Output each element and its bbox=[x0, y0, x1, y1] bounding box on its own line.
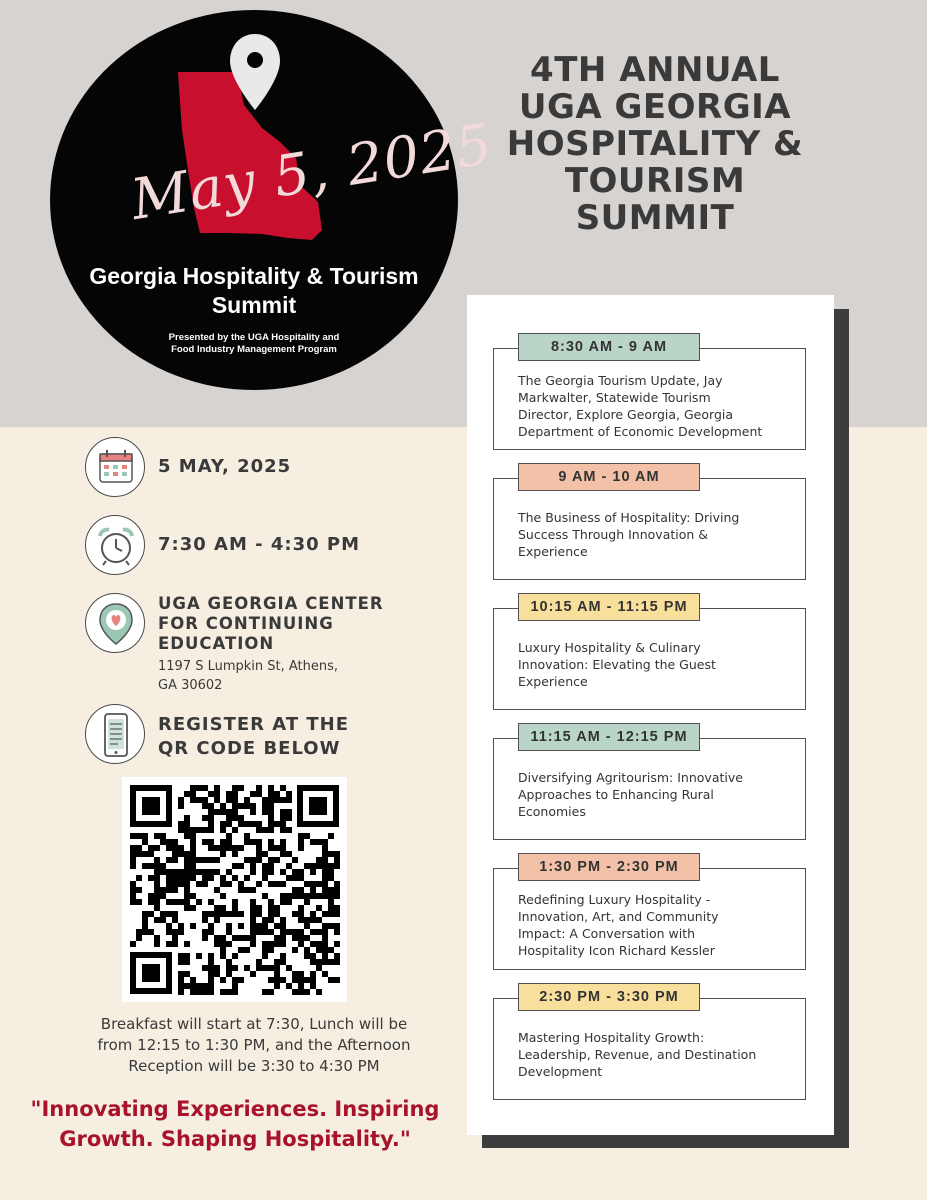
alarm-clock-icon bbox=[85, 515, 145, 575]
schedule-item-time: 10:15 AM - 11:15 PM bbox=[518, 593, 700, 621]
calendar-icon bbox=[85, 437, 145, 497]
page-title: 4TH ANNUAL UGA GEORGIA HOSPITALITY & TOURISM SUMMIT bbox=[506, 50, 804, 238]
schedule-item-description: The Business of Hospitality: Driving Success Through Innovation & Experience bbox=[518, 510, 740, 559]
event-time: 7:30 AM - 4:30 PM bbox=[158, 534, 361, 555]
location-heart-icon bbox=[85, 593, 145, 653]
smartphone-icon bbox=[85, 704, 145, 764]
logo-title: Georgia Hospitality & Tourism Summit bbox=[89, 263, 419, 318]
logo-date: May 5, 2025 bbox=[126, 111, 498, 234]
venue-name: UGA GEORGIA CENTER FOR CONTINUING EDUCATION bbox=[158, 594, 384, 653]
schedule-item-time: 2:30 PM - 3:30 PM bbox=[518, 983, 700, 1011]
registration-qr-code[interactable] bbox=[122, 777, 347, 1002]
logo-presented-by: Presented by the UGA Hospitality and Food Industry Management Program bbox=[168, 332, 340, 355]
register-instruction: REGISTER AT THE QR CODE BELOW bbox=[158, 714, 350, 759]
schedule-item-description: Mastering Hospitality Growth: Leadership, Revenue, and Destination Development bbox=[518, 1030, 757, 1079]
schedule-item-time: 1:30 PM - 2:30 PM bbox=[518, 853, 700, 881]
schedule-item-description: Diversifying Agritourism: Innovative Approaches to Enhancing Rural Economies bbox=[518, 770, 743, 819]
schedule-item-description: Redefining Luxury Hospitality - Innovation, Art, and Community Impact: A Conversation with Hospitality Icon Richard Kessler bbox=[518, 892, 719, 958]
summit-logo bbox=[50, 10, 498, 390]
schedule-item-time: 9 AM - 10 AM bbox=[518, 463, 700, 491]
schedule-item-time: 8:30 AM - 9 AM bbox=[518, 333, 700, 361]
schedule-item-description: The Georgia Tourism Update, Jay Markwalter, Statewide Tourism Director, Explore Georgia, Georgia Department of Economic Development bbox=[518, 373, 763, 439]
event-date: 5 MAY, 2025 bbox=[158, 456, 292, 477]
schedule-item-description: Luxury Hospitality & Culinary Innovation: Elevating the Guest Experience bbox=[518, 640, 716, 689]
tagline: "Innovating Experiences. Inspiring Growth. Shaping Hospitality." bbox=[30, 1097, 440, 1151]
meal-schedule-note: Breakfast will start at 7:30, Lunch will be from 12:15 to 1:30 PM, and the Afternoon Reception will be 3:30 to 4:30 PM bbox=[97, 1015, 411, 1075]
venue-address: 1197 S Lumpkin St, Athens, GA 30602 bbox=[158, 659, 339, 693]
schedule-item-time: 11:15 AM - 12:15 PM bbox=[518, 723, 700, 751]
qr-code-icon bbox=[122, 777, 347, 1002]
